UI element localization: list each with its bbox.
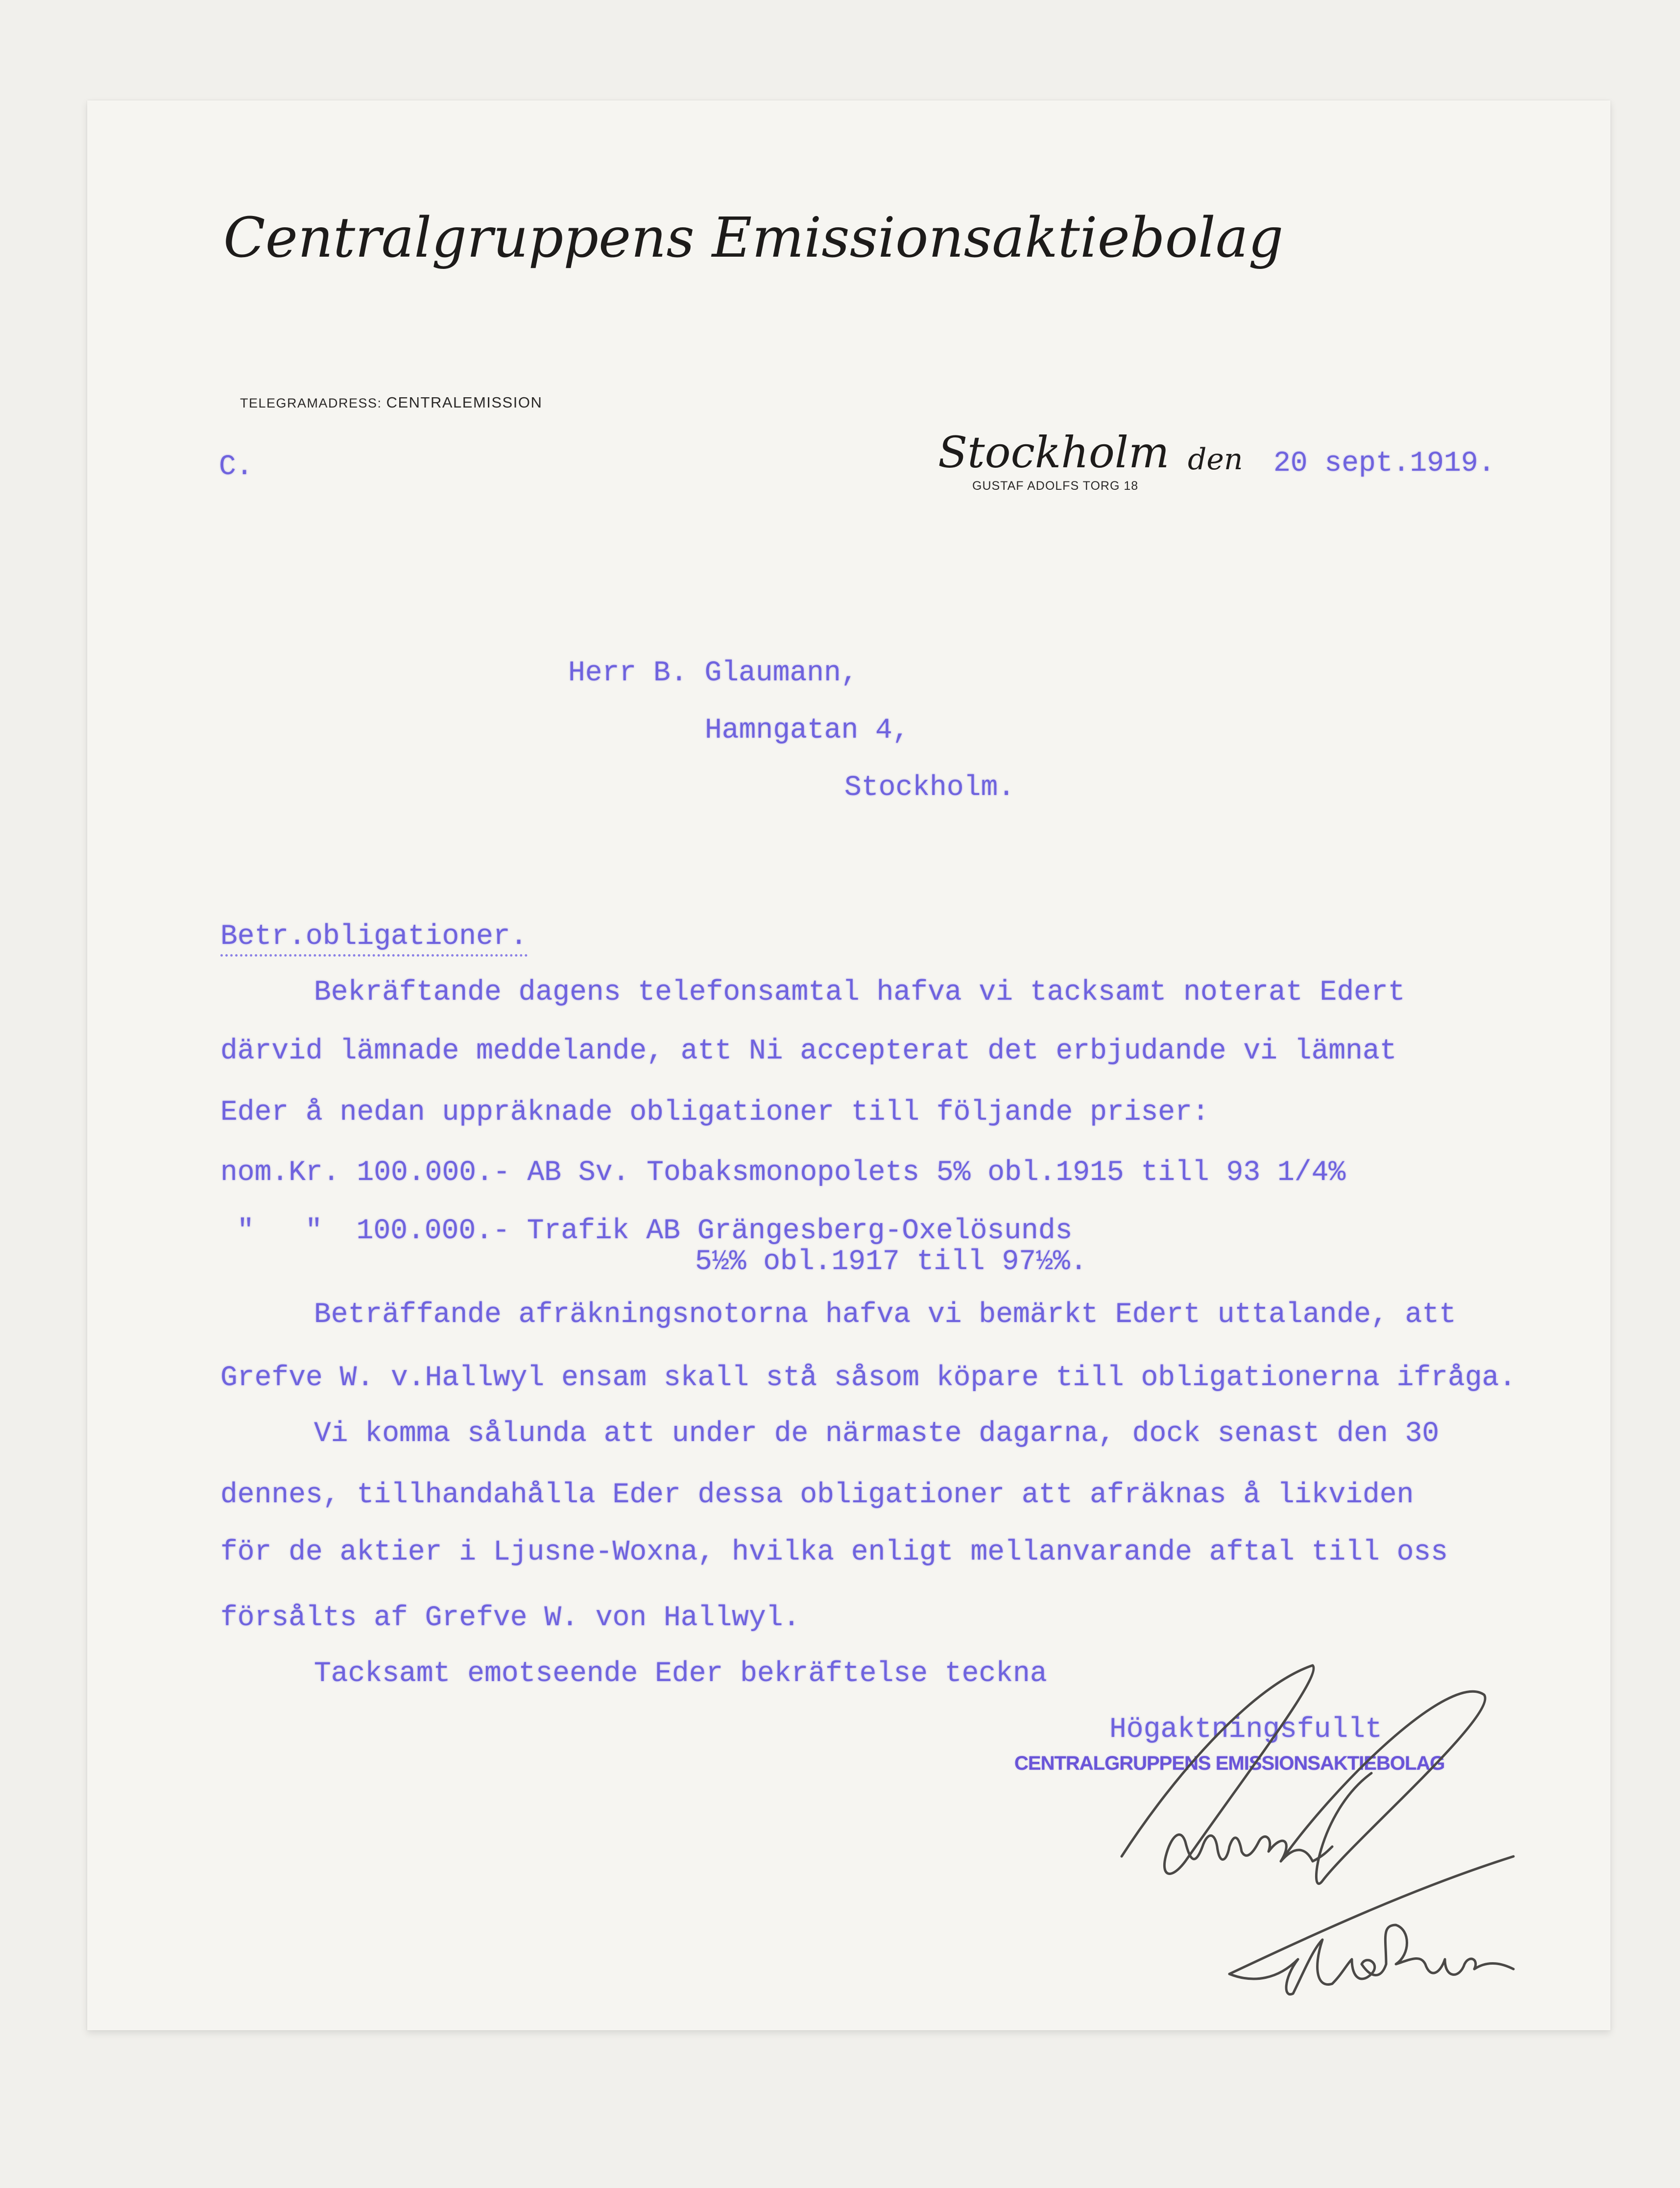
signature-lower-stroke	[1229, 1856, 1513, 1974]
body-line: Tacksamt emotseende Eder bekräftelse teckna	[314, 1658, 1047, 1690]
company-stamp: CENTRALGRUPPENS EMISSIONSAKTIEBOLAG	[1014, 1753, 1445, 1774]
recipient-city: Stockholm.	[844, 772, 1015, 804]
bond-line-continuation: 5½% obl.1917 till 97½%.	[695, 1246, 1087, 1278]
bond-line: nom.Kr. 100.000.- AB Sv. Tobaksmonopolets 5% obl.1915 till 93 1/4%	[220, 1157, 1346, 1189]
body-line: Vi komma sålunda att under de närmaste dagarna, dock senast den 30	[314, 1418, 1440, 1450]
subject-line: Betr.obligationer.	[220, 923, 528, 957]
letterhead-den: den	[1188, 442, 1243, 477]
recipient-name: Herr B. Glaumann,	[568, 657, 858, 689]
letterhead-street: GUSTAF ADOLFS TORG 18	[972, 479, 1139, 493]
body-line: Grefve W. v.Hallwyl ensam skall stå såsom köpare till obligationerna ifråga.	[220, 1362, 1516, 1394]
signature-upper-flourish	[1281, 1691, 1485, 1883]
telegram-label: TELEGRAMADRESS:	[240, 396, 382, 410]
body-line: Bekräftande dagens telefonsamtal hafva vi tacksamt noterat Edert	[314, 977, 1405, 1009]
bond-line: " " 100.000.- Trafik AB Grängesberg-Oxelösunds	[237, 1215, 1073, 1247]
reference-mark: C.	[219, 451, 253, 483]
letterhead-city: Stockholm	[938, 427, 1170, 478]
letter-date: 20 sept.1919.	[1273, 448, 1495, 480]
signature-upper	[1122, 1665, 1332, 1874]
body-line: Eder å nedan uppräknade obligationer till följande priser:	[220, 1097, 1209, 1129]
telegram-value: CENTRALEMISSION	[386, 394, 543, 411]
body-line: dennes, tillhandahålla Eder dessa obligationer att afräknas å likviden	[220, 1479, 1414, 1511]
body-line: försålts af Grefve W. von Hallwyl.	[220, 1602, 800, 1634]
body-line: därvid lämnade meddelande, att Ni accepterat det erbjudande vi lämnat	[220, 1035, 1397, 1067]
body-line: Beträffande afräkningsnotorna hafva vi bemärkt Edert uttalande, att	[314, 1299, 1456, 1331]
letterhead-company: Centralgruppens Emissionsaktiebolag	[223, 206, 1284, 270]
signature-lower	[1229, 1925, 1513, 1995]
closing-greeting: Högaktningsfullt	[1109, 1714, 1382, 1746]
recipient-street: Hamngatan 4,	[705, 715, 910, 746]
body-line: för de aktier i Ljusne-Woxna, hvilka enligt mellanvarande aftal till oss	[220, 1537, 1448, 1568]
